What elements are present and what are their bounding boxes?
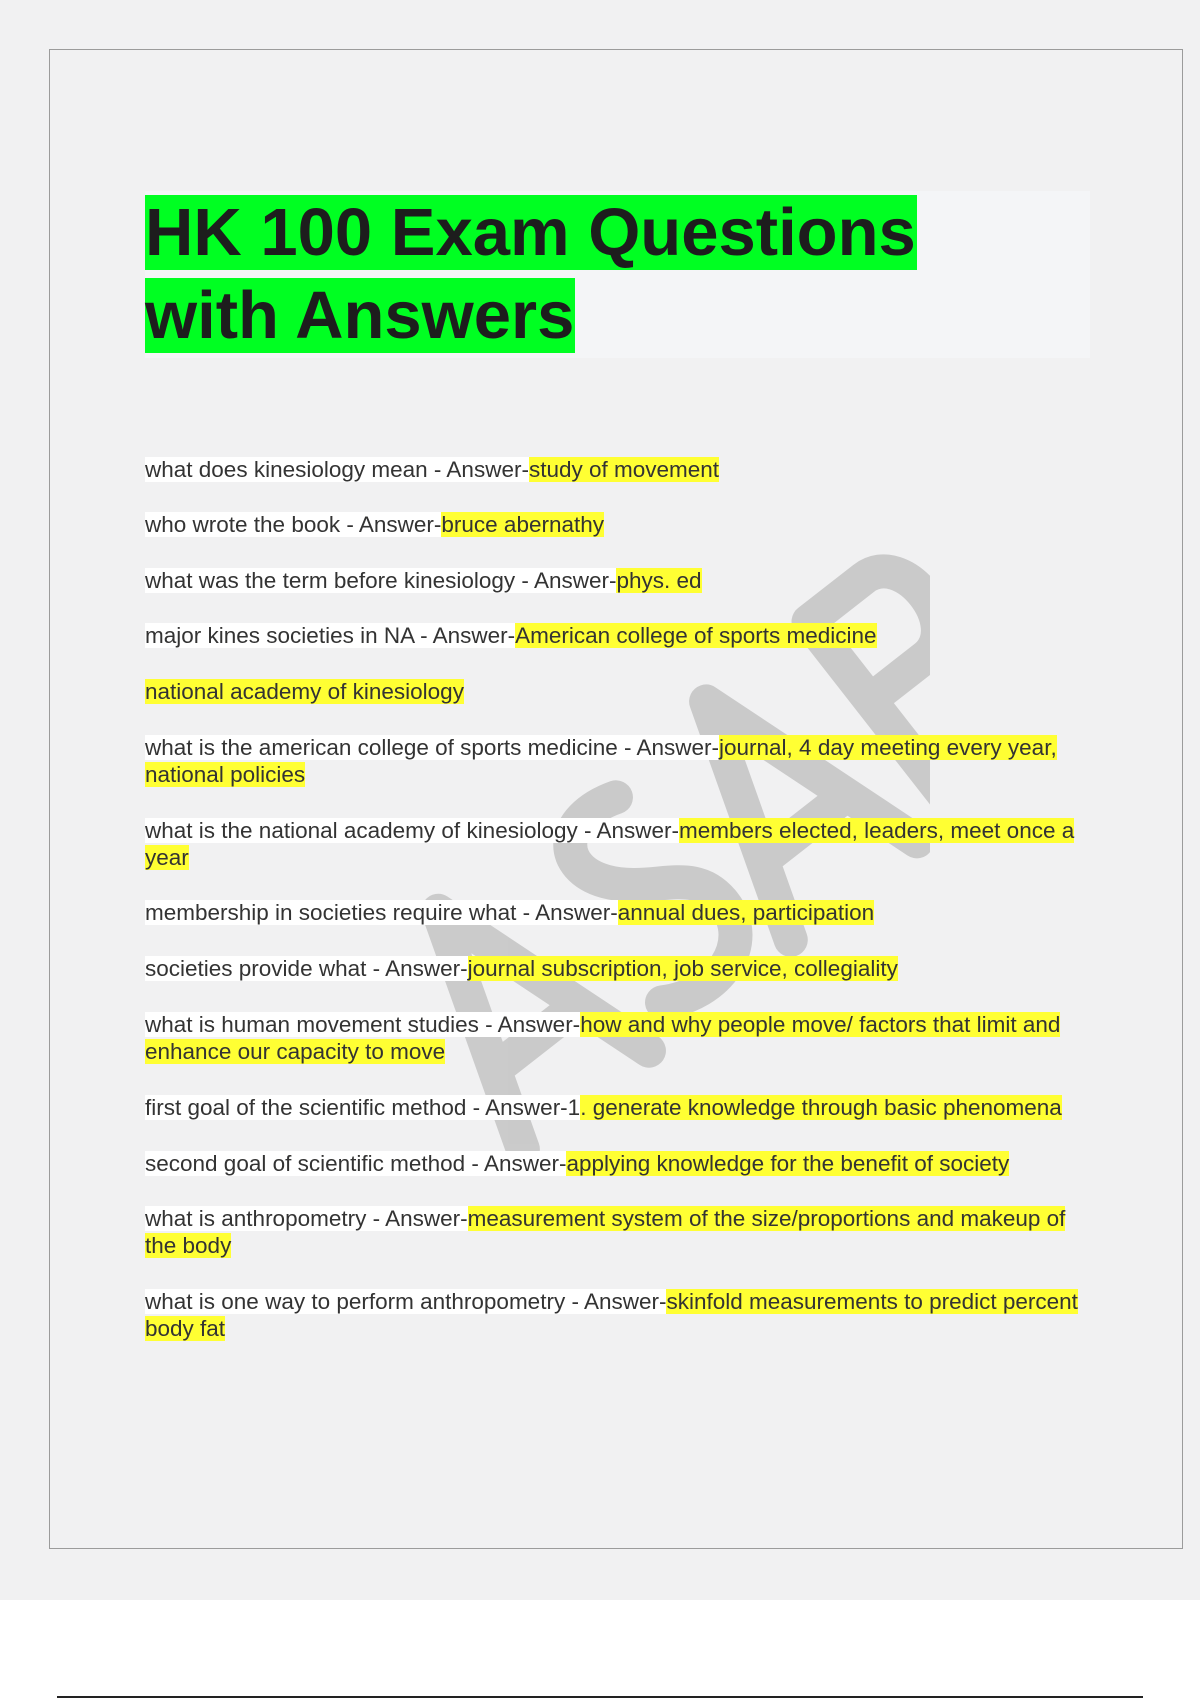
- qa-list: [145, 456, 1090, 1342]
- answer-text: . generate knowledge through basic phenomena: [580, 1095, 1062, 1120]
- qa-item: [145, 899, 1090, 926]
- answer-text: national academy of kinesiology: [145, 679, 464, 704]
- qa-item: [145, 622, 1090, 649]
- answer-text: applying knowledge for the benefit of society: [566, 1151, 1010, 1176]
- answer-text: journal, 4 day meeting every year, national policies: [145, 735, 1057, 787]
- qa-item: [145, 817, 1090, 871]
- answer-text: American college of sports medicine: [515, 623, 877, 648]
- qa-item: [145, 734, 1090, 788]
- qa-item: [145, 1094, 1090, 1121]
- question-text: what was the term before kinesiology - Answer-: [145, 568, 617, 593]
- page-title: [145, 191, 1090, 357]
- title-line-2: with Answers: [145, 278, 575, 353]
- question-text: societies provide what - Answer-: [145, 956, 468, 981]
- qa-item: [145, 456, 1090, 483]
- question-text: what is anthropometry - Answer-: [145, 1206, 468, 1231]
- question-text: what is the national academy of kinesiology - Answer-: [145, 818, 680, 843]
- qa-item: [145, 511, 1090, 538]
- question-text: what does kinesiology mean - Answer-: [145, 457, 529, 482]
- answer-text: phys. ed: [616, 568, 702, 593]
- answer-text: journal subscription, job service, collegiality: [467, 956, 898, 981]
- qa-item: [145, 1205, 1090, 1259]
- answer-text: annual dues, participation: [617, 900, 875, 925]
- question-text: major kines societies in NA - Answer-: [145, 623, 516, 648]
- qa-item: [145, 1150, 1090, 1177]
- bottom-divider: [57, 1696, 1143, 1698]
- qa-item: [145, 678, 1090, 705]
- question-text: first goal of the scientific method - Answer-1: [145, 1095, 581, 1120]
- title-block: [145, 191, 1090, 358]
- question-text: second goal of scientific method - Answer-: [145, 1151, 567, 1176]
- question-text: what is human movement studies - Answer-: [145, 1012, 581, 1037]
- question-text: who wrote the book - Answer-: [145, 512, 442, 537]
- question-text: membership in societies require what - Answer-: [145, 900, 618, 925]
- answer-text: bruce abernathy: [441, 512, 604, 537]
- qa-item: [145, 1288, 1090, 1342]
- answer-text: study of movement: [528, 457, 720, 482]
- title-line-1: HK 100 Exam Questions: [145, 195, 916, 270]
- answer-text: measurement system of the size/proportions and makeup of the body: [145, 1206, 1066, 1258]
- answer-text: skinfold measurements to predict percent body fat: [145, 1289, 1078, 1341]
- question-text: what is the american college of sports medicine - Answer-: [145, 735, 720, 760]
- qa-item: [145, 955, 1090, 982]
- answer-text: members elected, leaders, meet once a year: [145, 818, 1075, 870]
- answer-text: how and why people move/ factors that limit and enhance our capacity to move: [145, 1012, 1061, 1064]
- qa-item: [145, 1011, 1090, 1065]
- question-text: what is one way to perform anthropometry - Answer-: [145, 1289, 667, 1314]
- qa-item: [145, 567, 1090, 594]
